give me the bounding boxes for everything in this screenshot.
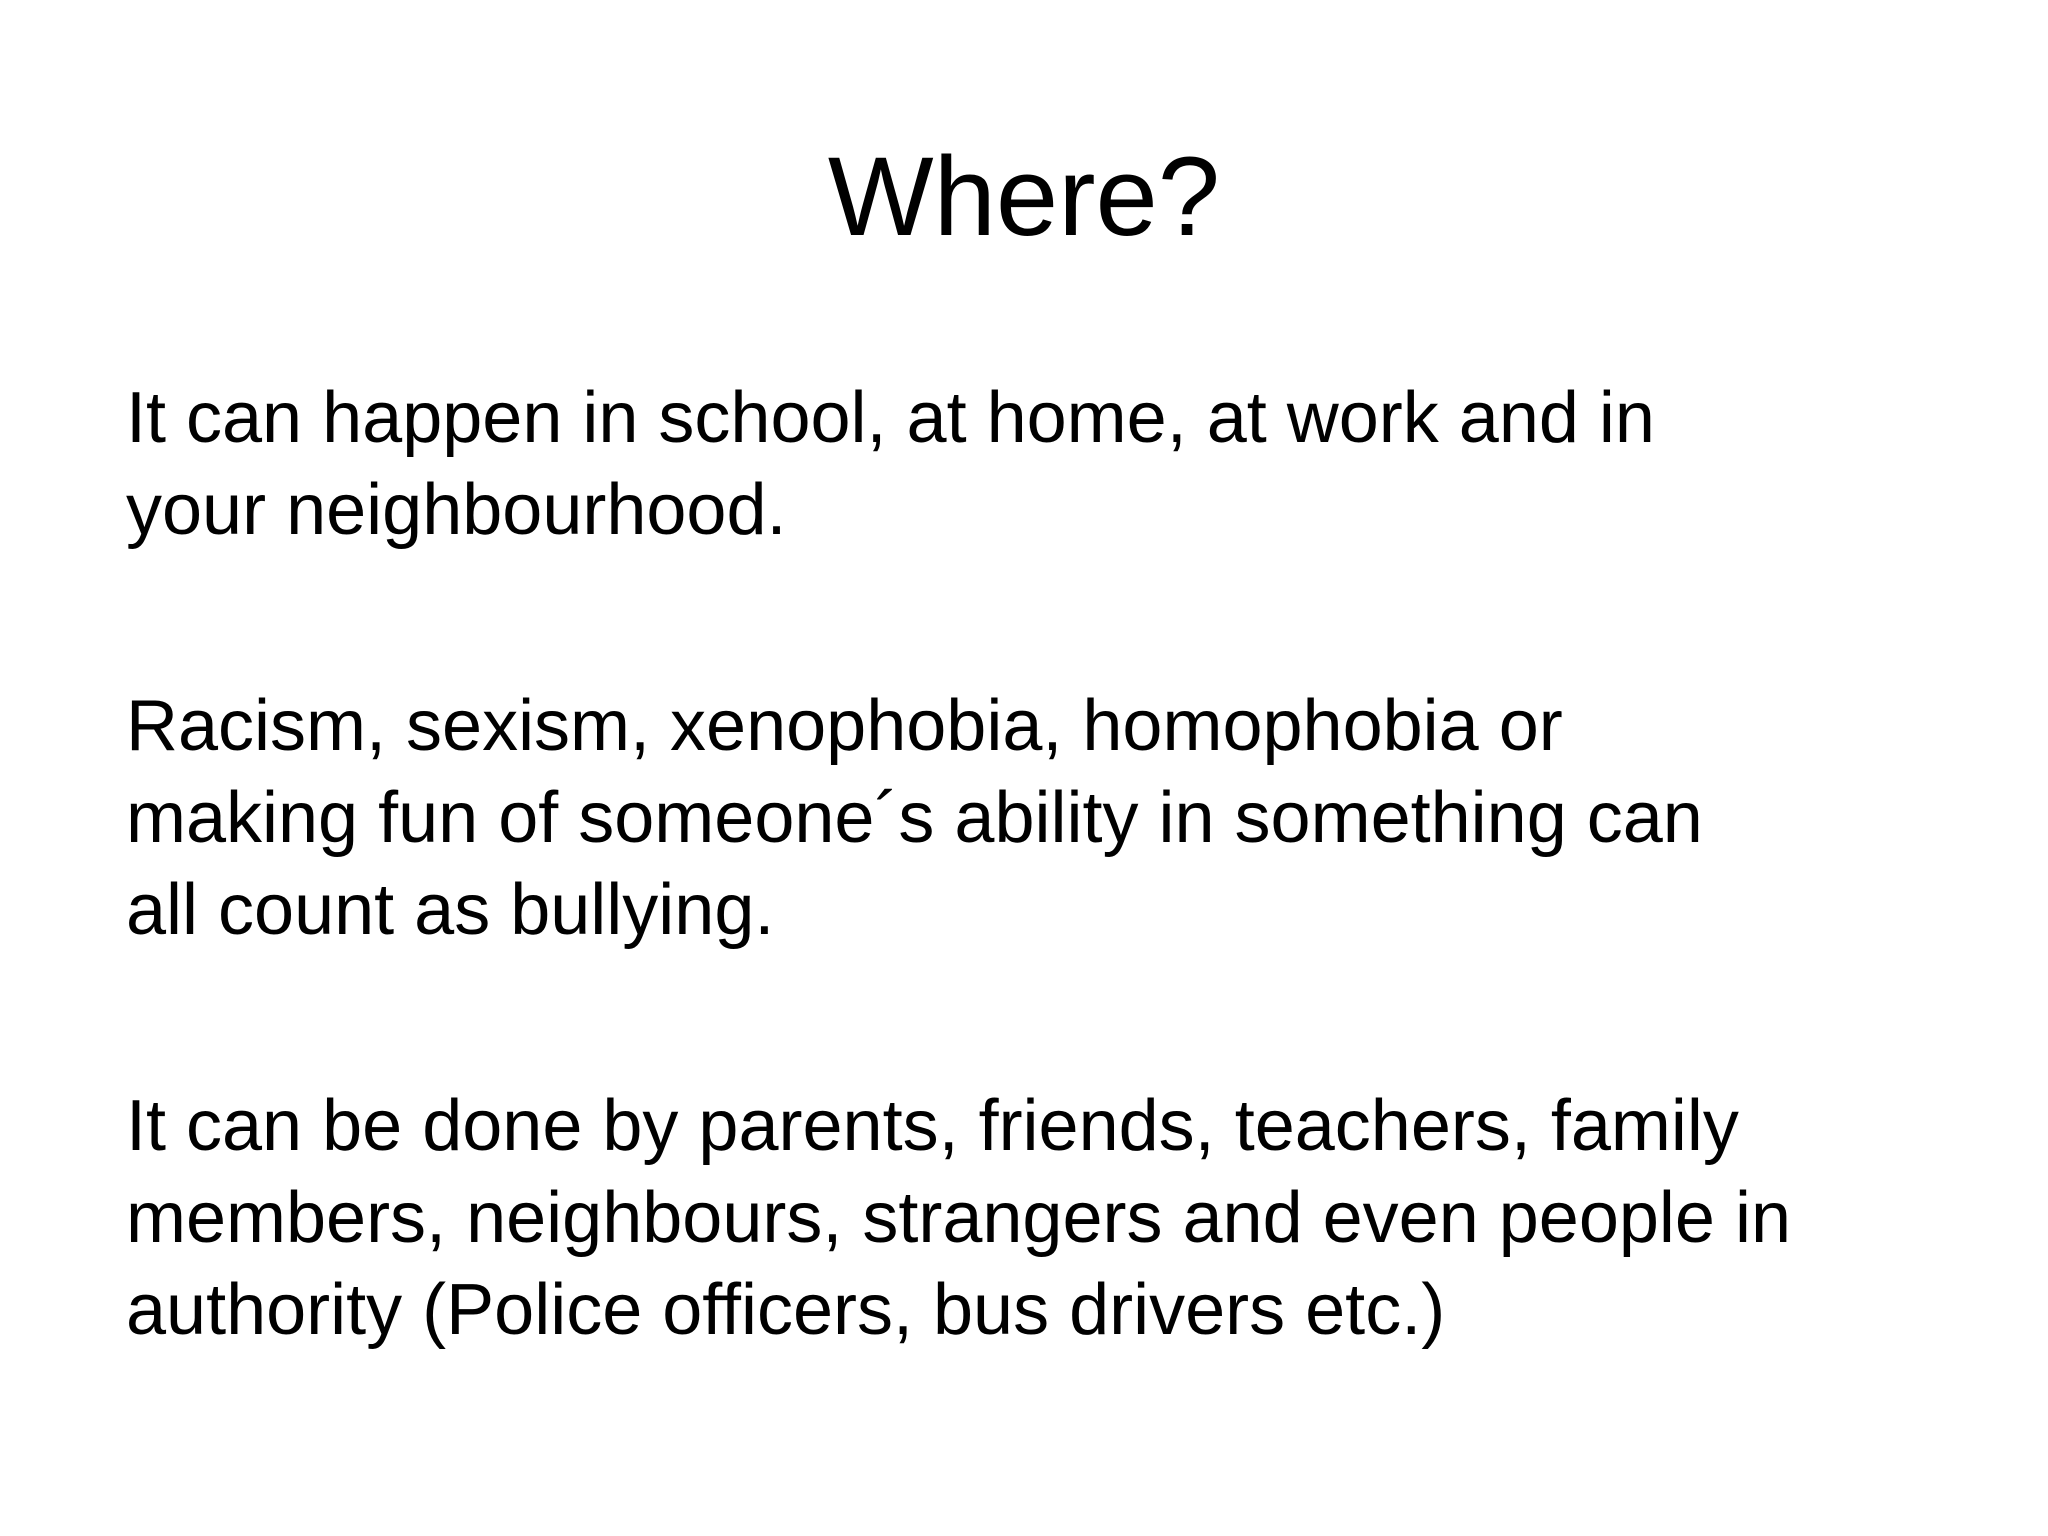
paragraph-line: all count as bullying. — [126, 870, 775, 950]
paragraph-line: authority (Police officers, bus drivers etc.) — [126, 1270, 1446, 1350]
slide-title: Where? — [827, 134, 1221, 259]
paragraph-line: Racism, sexism, xenophobia, homophobia or — [126, 686, 1563, 766]
paragraph-line: your neighbourhood. — [126, 470, 787, 550]
paragraph-line: It can happen in school, at home, at work and in — [126, 378, 1655, 458]
paragraph-line: It can be done by parents, friends, teachers, family — [126, 1086, 1739, 1166]
paragraph-types-of-bullying — [126, 680, 1986, 956]
slide-body — [126, 372, 1986, 1356]
paragraph-where-it-happens — [126, 372, 1986, 556]
paragraph-line: making fun of someone´s ability in something can — [126, 778, 1703, 858]
paragraph-who-does-it — [126, 1080, 1986, 1356]
paragraph-line: members, neighbours, strangers and even people in — [126, 1178, 1791, 1258]
